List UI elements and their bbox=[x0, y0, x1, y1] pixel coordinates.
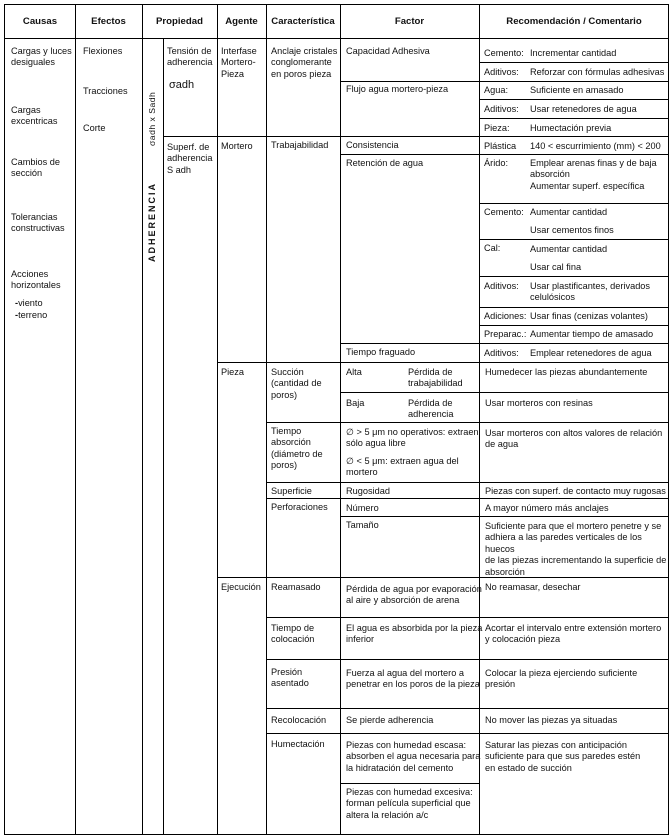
header-factor: Factor bbox=[394, 16, 425, 27]
rec-mas-anclajes: A mayor número más anclajes bbox=[485, 503, 609, 513]
causa-terreno-label: terreno bbox=[18, 310, 48, 320]
caract-anclaje: Anclaje cristales conglomerante en poros pieza bbox=[271, 46, 338, 79]
rec-aditivos2-label: Aditivos: bbox=[484, 104, 519, 114]
causa-cambios-seccion: Cambios de sección bbox=[11, 157, 61, 179]
col-line-3 bbox=[217, 4, 218, 835]
rec-aditivos3-label: Aditivos: bbox=[484, 281, 519, 291]
col-line-prop bbox=[163, 38, 164, 835]
rec-no-mover: No mover las piezas ya situadas bbox=[485, 715, 618, 725]
rec-cemento-value: Incrementar cantidad bbox=[530, 48, 617, 58]
row-line-r12 bbox=[479, 325, 669, 326]
rec-preparacion-label: Preparac.: bbox=[484, 329, 527, 339]
header-efectos: Efectos bbox=[91, 16, 126, 27]
propiedad-superficie: Superf. de adherencia S adh bbox=[167, 142, 213, 175]
rec-aditivos2-value: Usar retenedores de agua bbox=[530, 104, 637, 114]
caract-reamasado: Reamasado bbox=[271, 582, 321, 592]
rec-cal-label: Cal: bbox=[484, 243, 501, 253]
caract-humectacion: Humectación bbox=[271, 739, 325, 749]
rec-adiciones-value: Usar finas (cenizas volantes) bbox=[530, 311, 648, 321]
row-line-k11 bbox=[266, 733, 669, 734]
rec-cal-value: Aumentar cantidad bbox=[530, 244, 608, 254]
factor-perdida-adherencia: Pérdida de adherencia bbox=[408, 398, 454, 420]
factor-poros-grandes: ∅ > 5 μm no operativos: extraen sólo agua libre bbox=[346, 427, 479, 449]
causa-terreno: -terreno bbox=[15, 310, 48, 320]
border-bottom bbox=[4, 834, 669, 835]
row-line-r9 bbox=[479, 239, 669, 240]
row-line-f2 bbox=[340, 81, 669, 82]
causa-acciones: Acciones horizontales bbox=[11, 269, 61, 291]
propiedad-tension: Tensión de adherencia bbox=[167, 46, 213, 68]
row-line-r4 bbox=[479, 99, 669, 100]
caract-presion: Presión asentado bbox=[271, 667, 309, 689]
factor-consistencia: Consistencia bbox=[346, 140, 399, 150]
header-propiedad: Propiedad bbox=[156, 16, 203, 27]
row-line-k5 bbox=[266, 482, 669, 483]
factor-baja: Baja bbox=[346, 398, 365, 408]
row-line-r5 bbox=[479, 118, 669, 119]
header-causas: Causas bbox=[22, 16, 58, 27]
header-caracteristica: Característica bbox=[271, 16, 335, 27]
factor-tamano: Tamaño bbox=[346, 520, 379, 530]
border-left bbox=[4, 4, 5, 835]
factor-humedad-escasa: Piezas con humedad escasa: absorben el agua necesaria para la hidratación del cemento bbox=[346, 740, 481, 773]
rec-arido-label: Árido: bbox=[484, 158, 509, 168]
caract-perforaciones: Perforaciones bbox=[271, 502, 328, 512]
row-line-k9 bbox=[266, 659, 669, 660]
row-line-f7 bbox=[340, 392, 669, 393]
rec-preparacion-value: Aumentar tiempo de amasado bbox=[530, 329, 654, 339]
factor-humedad-excesiva: Piezas con humedad excesiva: forman película superficial que altera la relación a/c bbox=[346, 787, 473, 820]
row-line-f5 bbox=[340, 343, 669, 344]
rec-arido-value: Emplear arenas finas y de baja absorción Aumentar superf. específica bbox=[530, 158, 657, 191]
propiedad-tension-symbol: σadh bbox=[169, 79, 195, 91]
row-line-k4 bbox=[266, 422, 669, 423]
rec-suficiente-penetre: Suficiente para que el mortero penetre y se adhiera a las paredes verticales de los huecos de las piezas incrementando la superficie de absorción bbox=[485, 521, 667, 577]
factor-flujo-agua: Flujo agua mortero-pieza bbox=[346, 84, 449, 94]
col-line-1 bbox=[75, 4, 76, 835]
factor-rugosidad: Rugosidad bbox=[346, 486, 390, 496]
caract-recolocacion: Recolocación bbox=[271, 715, 327, 725]
row-line-k6 bbox=[266, 498, 669, 499]
causa-viento-label: viento bbox=[18, 298, 43, 308]
caract-tiempo-absorcion: Tiempo absorción (diámetro de poros) bbox=[271, 426, 323, 471]
factor-poros-pequenos: ∅ < 5 μm: extraen agua del mortero bbox=[346, 456, 459, 478]
rec-agua-value: Suficiente en amasado bbox=[530, 85, 624, 95]
rec-plastica-label: Plástica bbox=[484, 141, 517, 151]
row-line-r11 bbox=[479, 307, 669, 308]
row-line-r8 bbox=[479, 203, 669, 204]
rec-altos-valores: Usar morteros con altos valores de relación de agua bbox=[485, 428, 663, 450]
agente-mortero: Mortero bbox=[221, 141, 253, 151]
rec-resinas: Usar morteros con resinas bbox=[485, 398, 593, 408]
row-line-k10 bbox=[266, 708, 669, 709]
border-top bbox=[4, 4, 669, 5]
rec-aditivos4-value: Emplear retenedores de agua bbox=[530, 348, 652, 358]
caract-superficie: Superficie bbox=[271, 486, 312, 496]
row-line-k8 bbox=[266, 617, 669, 618]
caract-trabajabilidad: Trabajabilidad bbox=[271, 140, 329, 150]
row-line-r2 bbox=[479, 62, 669, 63]
border-right bbox=[668, 4, 669, 835]
row-line-f12 bbox=[340, 516, 669, 517]
row-line-prop bbox=[163, 136, 669, 137]
row-line-pieza bbox=[217, 362, 669, 363]
factor-pierde-adherencia: Se pierde adherencia bbox=[346, 715, 434, 725]
rec-pieza-value: Humectación previa bbox=[530, 123, 612, 133]
rec-cemento2-label: Cemento: bbox=[484, 207, 524, 217]
rec-aditivos-value: Reforzar con fórmulas adhesivas bbox=[530, 67, 665, 77]
factor-tiempo-fraguado: Tiempo fraguado bbox=[346, 347, 416, 357]
row-line-r10 bbox=[479, 276, 669, 277]
factor-retencion-agua: Retención de agua bbox=[346, 158, 424, 168]
factor-alta: Alta bbox=[346, 367, 362, 377]
row-line-f4 bbox=[340, 154, 669, 155]
rec-no-reamasar: No reamasar, desechar bbox=[485, 582, 581, 592]
propiedad-adherencia: ADHERENCIA bbox=[147, 181, 157, 262]
rec-cemento2-value2: Usar cementos finos bbox=[530, 225, 614, 235]
factor-agua-absorbida: El agua es absorbida por la pieza inferior bbox=[346, 623, 483, 645]
factor-numero: Número bbox=[346, 503, 379, 513]
efecto-corte: Corte bbox=[83, 123, 106, 133]
rec-adiciones-label: Adiciones: bbox=[484, 311, 527, 321]
rec-humedecer: Humedecer las piezas abundantemente bbox=[485, 367, 648, 377]
rec-saturar-piezas: Saturar las piezas con anticipación suficiente para que sus paredes estén en estado de succión bbox=[485, 740, 641, 773]
rec-cemento2-value: Aumentar cantidad bbox=[530, 207, 608, 217]
rec-aditivos-label: Aditivos: bbox=[484, 67, 519, 77]
rec-agua-label: Agua: bbox=[484, 85, 509, 95]
factor-perdida-trabajabilidad: Pérdida de trabajabilidad bbox=[408, 367, 463, 389]
header-agente: Agente bbox=[225, 16, 258, 27]
rec-pieza-label: Pieza: bbox=[484, 123, 510, 133]
col-line-6 bbox=[479, 4, 480, 835]
causa-viento: -viento bbox=[15, 298, 43, 308]
factor-fuerza-agua: Fuerza al agua del mortero a penetrar en los poros de la pieza bbox=[346, 668, 480, 690]
rec-acortar-intervalo: Acortar el intervalo entre extensión mortero y colocación pieza bbox=[485, 623, 662, 645]
header-recomendacion: Recomendación / Comentario bbox=[506, 16, 642, 27]
caract-tiempo-colocacion: Tiempo de colocación bbox=[271, 623, 315, 645]
factor-capacidad-adhesiva: Capacidad Adhesiva bbox=[346, 46, 430, 56]
col-line-5 bbox=[340, 4, 341, 835]
rec-cal-value2: Usar cal fina bbox=[530, 262, 582, 272]
causa-cargas-luces: Cargas y luces desiguales bbox=[11, 46, 72, 68]
rec-aditivos4-label: Aditivos: bbox=[484, 348, 519, 358]
agente-pieza: Pieza bbox=[221, 367, 244, 377]
efecto-flexiones: Flexiones bbox=[83, 46, 123, 56]
col-line-4 bbox=[266, 4, 267, 835]
efecto-tracciones: Tracciones bbox=[83, 86, 128, 96]
propiedad-formula: σadh x Sadh bbox=[147, 91, 157, 146]
factor-perdida-agua: Pérdida de agua por evaporación al aire y absorción de arena bbox=[346, 584, 482, 606]
agente-interfase: Interfase Mortero- Pieza bbox=[221, 46, 257, 79]
rec-superf-rugosas: Piezas con superf. de contacto muy rugosas bbox=[485, 486, 666, 496]
causa-tolerancias: Tolerancias constructivas bbox=[11, 212, 65, 234]
rec-plastica-value: 140 < escurrimiento (mm) < 200 bbox=[530, 141, 661, 151]
rec-colocar-presion: Colocar la pieza ejerciendo suficiente presión bbox=[485, 668, 638, 690]
row-line-f18 bbox=[340, 783, 479, 784]
rec-aditivos3-value: Usar plastificantes, derivados celulósicos bbox=[530, 281, 651, 303]
col-line-2 bbox=[142, 4, 143, 835]
agente-ejecucion: Ejecución bbox=[221, 582, 261, 592]
header-rule bbox=[4, 38, 669, 39]
rec-cemento-label: Cemento: bbox=[484, 48, 524, 58]
causa-cargas-excentricas: Cargas excentricas bbox=[11, 105, 58, 127]
caract-succion: Succión (cantidad de poros) bbox=[271, 367, 322, 400]
